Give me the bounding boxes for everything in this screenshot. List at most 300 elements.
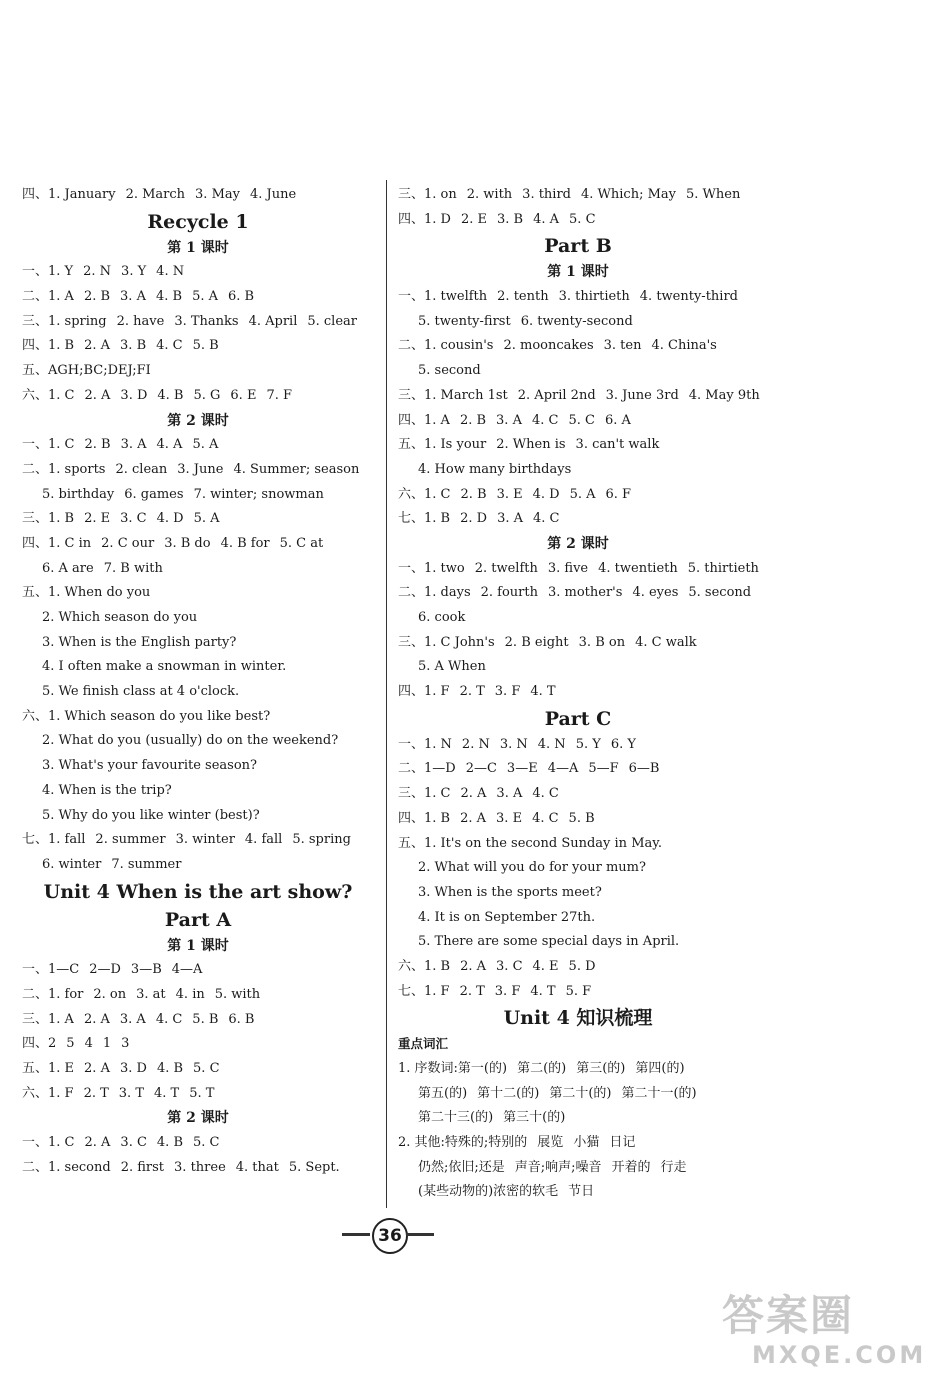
answer-item: 5. There are some special days in April. [418,934,680,950]
answer-line [22,285,374,310]
answer-item: 5. Y [575,736,601,752]
answer-line [398,955,758,980]
answer-line-continued [398,1106,758,1131]
answer-item: 4—A [547,761,579,777]
answer-item: 六、1. B [398,958,451,974]
answer-item: 二、1—D [398,761,456,777]
answer-line [22,384,374,409]
answer-line [398,183,758,208]
answer-item: 2. first [120,1159,165,1175]
answer-item: 4. June [249,187,297,202]
answer-item: 五、1. When do you [22,585,151,601]
answer-item: 3. three [174,1159,226,1175]
answer-item: 2. B [460,486,487,502]
answer-line [398,680,758,705]
answer-item: 5. Why do you like winter (best)? [42,807,260,823]
section-heading: Unit 4 知识梳理 [503,1007,653,1030]
answer-line-continued [398,310,758,335]
answer-item: 5 [66,1036,75,1052]
answer-item: 3. F [494,684,521,700]
answer-line [398,285,758,310]
answer-item: 3. June 3rd [605,387,679,403]
answer-line-continued [22,754,374,779]
answer-item: 4. D [156,511,184,527]
page-number: 36 [372,1218,408,1254]
answer-item: 2. A [84,1135,111,1151]
answer-item: 5. C at [279,535,324,551]
answer-item: 3. N [499,736,528,752]
answer-line-continued [398,930,758,955]
answer-line [398,832,758,857]
answer-item: 一、1. N [398,736,452,752]
section-heading: Part A [164,908,232,931]
answer-item: 2. Which season do you [42,610,198,625]
answer-item: 3. C [496,958,523,974]
answer-item: 3. C [120,511,147,527]
answer-item: 4. in [175,986,205,1002]
answer-item: 七、1. fall [22,832,86,848]
answer-item: 2. B [84,437,111,453]
answer-item: 3. Thanks [174,313,239,329]
answer-line [22,359,374,384]
answer-item: (某些动物的)浓密的软毛 [418,1184,559,1200]
answer-item: 4. that [235,1159,279,1175]
answer-line [22,433,374,458]
answer-item: 4. B [157,387,184,403]
answer-item: 4—A [171,962,203,978]
answer-item: 1. 序数词:第一(的) [398,1061,508,1076]
answer-line [398,507,758,532]
answer-line [22,1082,374,1107]
answer-item: 5. We finish class at 4 o'clock. [42,684,240,700]
answer-item: 四、2 [22,1036,57,1052]
answer-item: 4. T [530,684,556,700]
lesson-heading: 第 1 课时 [167,937,229,954]
answer-item: 3. When is the English party? [42,634,237,650]
answer-item: 3—B [130,962,162,978]
answer-item: 4. B [155,289,183,305]
answer-line [398,208,758,233]
answer-item: 3. ten [603,338,642,354]
answer-item: 3. can't walk [575,437,660,453]
answer-line-continued [22,631,374,656]
answer-item: 3. E [496,810,523,826]
answer-item: 2. D [460,511,488,527]
answer-line-continued [22,779,374,804]
answer-item: 4. China's [651,338,717,354]
answer-item: 3. June [177,461,224,477]
answer-line [398,631,758,656]
answer-item: 四、1. F [398,684,450,700]
answer-item: 2. B eight [504,634,569,650]
answer-item: 5. A When [418,659,486,675]
answer-item: 2. clean [115,461,168,477]
answer-item: 四、1. A [398,412,450,428]
answer-line [22,1156,374,1181]
answer-item: 3. What's your favourite season? [42,758,257,774]
section-heading: Unit 4 When is the art show? [43,880,353,903]
answer-item: 5. second [418,363,481,379]
answer-item: 6. B [228,289,255,305]
answer-item: 5. A [569,486,596,502]
answer-item: 6. A [604,412,631,428]
answer-item: 3. thirtieth [558,289,630,305]
answer-item: 5. C [193,1061,220,1076]
answer-line [398,409,758,434]
answer-item: 5. A [193,511,220,527]
answer-line [22,183,374,208]
answer-item: 2. on [93,986,127,1002]
answer-line [398,384,758,409]
answer-item: 声音;响声;噪音 [514,1159,602,1175]
answer-item: 二、1. cousin's [398,338,494,354]
answer-item: 二、1. sports [22,461,106,477]
answer-item: 2. with [466,187,513,202]
answer-item: 5. birthday [42,486,115,502]
answer-item: 5. clear [307,313,357,329]
answer-item: 第五(的) [418,1085,468,1101]
answer-item: 五、1. Is your [398,437,487,453]
answer-item: 日记 [609,1135,636,1151]
answer-line [22,334,374,359]
lesson-heading: 第 2 课时 [167,1110,229,1127]
answer-item: 二、1. second [22,1159,111,1175]
answer-item: 三、1. on [398,187,457,202]
answer-item: 6. games [124,486,184,502]
answer-item: 3. mother's [547,585,623,601]
answer-item: 3. A [120,437,147,453]
answer-item: 一、1. two [398,560,465,576]
answer-item: 一、1. C [22,1135,75,1151]
answer-item: 4. C [156,338,183,354]
answer-item: 6. F [605,486,632,502]
answer-item: 4. B for [220,535,270,551]
answer-item: 5. A [192,289,218,305]
answer-line [398,557,758,582]
answer-line [398,1057,758,1082]
answer-item: 6. B [228,1011,255,1027]
answer-item: 4. C walk [635,634,697,650]
answer-line-continued [398,458,758,483]
answer-item: 4. E [532,958,559,974]
answer-item: 第十二(的) [477,1085,540,1101]
answer-item: 3. B on [578,634,626,650]
answer-item: 5. D [568,958,596,974]
answer-item: 2. mooncakes [503,338,594,354]
answer-item: 3. A [496,786,523,802]
lesson-heading: 第 1 课时 [167,239,229,256]
answer-item: 2. 其他:特殊的;特别的 [398,1135,528,1151]
answer-item: 5. thirtieth [687,560,759,576]
answer-line [22,958,374,983]
answer-item: 4. It is on September 27th. [418,909,596,925]
answer-item: 2. T [459,983,485,999]
lesson-heading: 第 2 课时 [547,535,609,552]
answer-item: 六、1. C [22,387,75,403]
answer-item: 六、1. C [398,486,451,502]
answer-item: 七、1. F [398,983,450,999]
answer-item: 5. C [568,412,595,428]
lesson-heading: 第 2 课时 [167,412,229,429]
answer-item: 三、1. B [22,511,75,527]
answer-item: 4. C [155,1011,183,1027]
answer-item: 4. N [156,264,185,280]
answer-item: 6. E [230,387,257,403]
answer-line [22,507,374,532]
answer-item: 2. A [83,1011,110,1027]
section-heading: Part B [544,235,612,258]
answer-item: 2. What do you (usually) do on the weekend? [42,733,339,749]
answer-item: 4. C [531,412,559,428]
answer-item: 仍然;依旧;还是 [418,1159,505,1175]
answer-item: 2. March [125,187,186,202]
answer-line-continued [22,655,374,680]
answer-item: 五、1. It's on the second Sunday in May. [398,835,662,851]
answer-item: 四、1. January [22,187,116,202]
answer-item: 一、1. C [22,437,75,453]
answer-item: 3. A [119,1011,146,1027]
answer-item: 5. B [568,810,595,826]
answer-item: 四、1. D [398,211,451,227]
answer-item: 3. D [119,1061,147,1076]
left-column [22,183,374,1180]
answer-item: 7. B with [103,560,163,576]
answer-item: 4. T [530,983,556,999]
answer-item: 6. Y [610,736,636,752]
answer-item: 4 [84,1036,93,1052]
answer-line [22,1131,374,1156]
section-heading: Part C [544,707,612,730]
answer-item: 二、1. for [22,986,84,1002]
answer-item: 4. I often make a snowman in winter. [42,659,287,675]
ornament-right-wing [406,1233,434,1236]
answer-item: 五、AGH;BC;DEJ;FI [22,363,151,379]
answer-item: 3. B do [164,535,211,551]
answer-line-continued [398,881,758,906]
answer-item: 2—C [465,761,497,777]
page-number-ornament [342,1218,434,1252]
answer-line [22,532,374,557]
answer-item: 第三(的) [576,1061,626,1076]
answer-item: 4. Summer; season [233,461,360,477]
answer-line [398,757,758,782]
answer-line-continued [398,655,758,680]
answer-line [22,458,374,483]
answer-line-continued [398,359,758,384]
answer-line-continued [22,729,374,754]
answer-line [22,828,374,853]
answer-item: 2. B [459,412,487,428]
answer-item: 4. Which; May [581,187,676,202]
answer-item: 六、1. Which season do you like best? [22,708,271,724]
answer-item: 5. F [565,983,592,999]
answer-item: 2. have [116,313,165,329]
answer-item: 4. B [156,1061,184,1076]
answer-item: 6. cook [418,610,466,625]
answer-item: 3. May [195,187,240,202]
answer-item: 3. D [120,387,148,403]
answer-item: 3. third [522,187,571,202]
answer-line-continued [398,1156,758,1181]
answer-item: 2. What will you do for your mum? [418,860,646,876]
answer-line [22,1032,374,1057]
answer-line [22,310,374,335]
right-column [398,183,758,1205]
answer-line-continued [398,606,758,631]
answer-item: 3. five [547,560,589,576]
answer-line [22,705,374,730]
answer-line-continued [22,483,374,508]
section-heading: Recycle 1 [147,210,249,233]
answer-item: 4. C [532,786,559,802]
answer-item: 2. summer [95,832,166,848]
answer-item: 4. April [248,313,298,329]
answer-item: 五、1. E [22,1061,75,1076]
column-divider [386,180,387,1208]
answer-item: 第二十(的) [549,1085,612,1101]
answer-line [398,733,758,758]
answer-item: 四、1. B [398,810,451,826]
answer-item: 二、1. A [22,289,74,305]
answer-item: 7. summer [111,856,182,872]
answer-item: 3. Y [121,264,147,280]
answer-item: 5. When [686,187,741,202]
answer-item: 三、1. spring [22,313,107,329]
answer-item: 5. spring [292,832,351,848]
answer-item: 2. April 2nd [517,387,596,403]
answer-item: 3. A [496,412,522,428]
answer-item: 3. winter [175,832,235,848]
answer-item: 3. at [136,986,166,1002]
answer-line-continued [398,1082,758,1107]
answer-line-continued [22,853,374,878]
answer-item: 2. twelfth [474,560,538,576]
answer-item: 3. B [120,338,147,354]
answer-item: 2—D [89,962,121,978]
answer-item: 三、1. March 1st [398,387,508,403]
answer-item: 展览 [537,1135,564,1151]
answer-item: 3. B [497,211,524,227]
answer-item: 5. C [193,1135,220,1151]
answer-item: 七、1. B [398,511,451,527]
watermark-url: MXQE.COM [752,1341,926,1369]
answer-item: 第二十一(的) [621,1085,697,1101]
answer-item: 4. eyes [632,585,679,601]
answer-item: 二、1. days [398,585,471,601]
answer-item: 6. A are [42,560,94,576]
answer-item: 2. C our [101,535,155,551]
answer-item: 节日 [568,1184,595,1200]
answer-line [398,782,758,807]
answer-item: 4. twentieth [598,560,678,576]
answer-item: 第三十(的) [503,1110,566,1126]
answer-item: 5. B [192,338,219,354]
answer-item: 4. N [537,736,566,752]
answer-item: 2. B [83,289,111,305]
answer-item: 4. A [533,211,560,227]
answer-item: 3—E [506,761,538,777]
answer-line [22,581,374,606]
answer-item: 2. A [84,1061,110,1076]
answer-item: 三、1. C [398,786,451,802]
answer-item: 3. A [497,511,523,527]
answer-line-continued [22,804,374,829]
answer-line [398,581,758,606]
answer-item: 4. A [156,437,183,453]
answer-line [398,334,758,359]
answer-line [398,807,758,832]
answer-item: 一、1—C [22,962,80,978]
answer-line-continued [398,856,758,881]
answer-item: 3. F [494,983,521,999]
answer-item: 一、1. Y [22,264,74,280]
answer-line [22,260,374,285]
answer-item: 2. E [84,511,111,527]
answer-item: 行走 [660,1159,687,1175]
answer-item: 7. F [266,387,292,403]
answer-item: 第四(的) [635,1061,685,1076]
watermark-logo [722,1291,926,1382]
answer-line [22,983,374,1008]
answer-item: 第二十三(的) [418,1110,494,1126]
answer-line-continued [398,906,758,931]
answer-item: 2. N [83,264,112,280]
answer-item: 5. second [688,585,752,601]
answer-item: 三、1. A [22,1011,74,1027]
answer-item: 4. D [532,486,560,502]
answer-item: 四、1. C in [22,535,92,551]
answer-item: 2. N [461,736,490,752]
answer-item: 4. How many birthdays [418,461,572,477]
answer-item: 2. T [83,1085,109,1101]
answer-item: 三、1. C John's [398,634,495,650]
answer-line-continued [22,606,374,631]
answer-item: 六、1. F [22,1085,74,1101]
lesson-heading: 第 1 课时 [547,264,609,281]
answer-item: 小猫 [573,1135,600,1151]
answer-item: 4. twenty-third [639,289,738,305]
watermark-text: 答案圈 [722,1291,855,1340]
answer-item: 5. G [193,387,221,403]
answer-item: 4. May 9th [688,387,760,403]
answer-item: 6. winter [42,856,102,872]
answer-item: 3. C [120,1135,147,1151]
answer-item: 5. Sept. [288,1159,340,1175]
answer-item: 3 [121,1036,130,1052]
answer-item: 3. When is the sports meet? [418,884,602,900]
answer-item: 一、1. twelfth [398,289,488,305]
answer-line-continued [22,680,374,705]
answer-item: 4. C [533,511,560,527]
answer-item: 2. T [459,684,485,700]
ornament-left-wing [342,1233,370,1236]
answer-item: 5. with [214,986,261,1002]
answer-item: 5. B [192,1011,219,1027]
answer-item: 4. T [154,1085,180,1101]
answer-item: 6—B [628,761,660,777]
answer-item: 4. C [532,810,559,826]
answer-item: 4. fall [244,832,283,848]
answer-item: 5. T [189,1085,215,1101]
answer-item: 第二(的) [517,1061,567,1076]
answer-item: 2. When is [496,437,566,453]
answer-line-continued [398,1180,758,1205]
answer-item: 3. A [120,289,146,305]
answer-item: 2. A [460,786,487,802]
answer-item: 2. A [460,958,487,974]
answer-item: 7. winter; snowman [193,486,324,502]
answer-item: 4. B [156,1135,183,1151]
